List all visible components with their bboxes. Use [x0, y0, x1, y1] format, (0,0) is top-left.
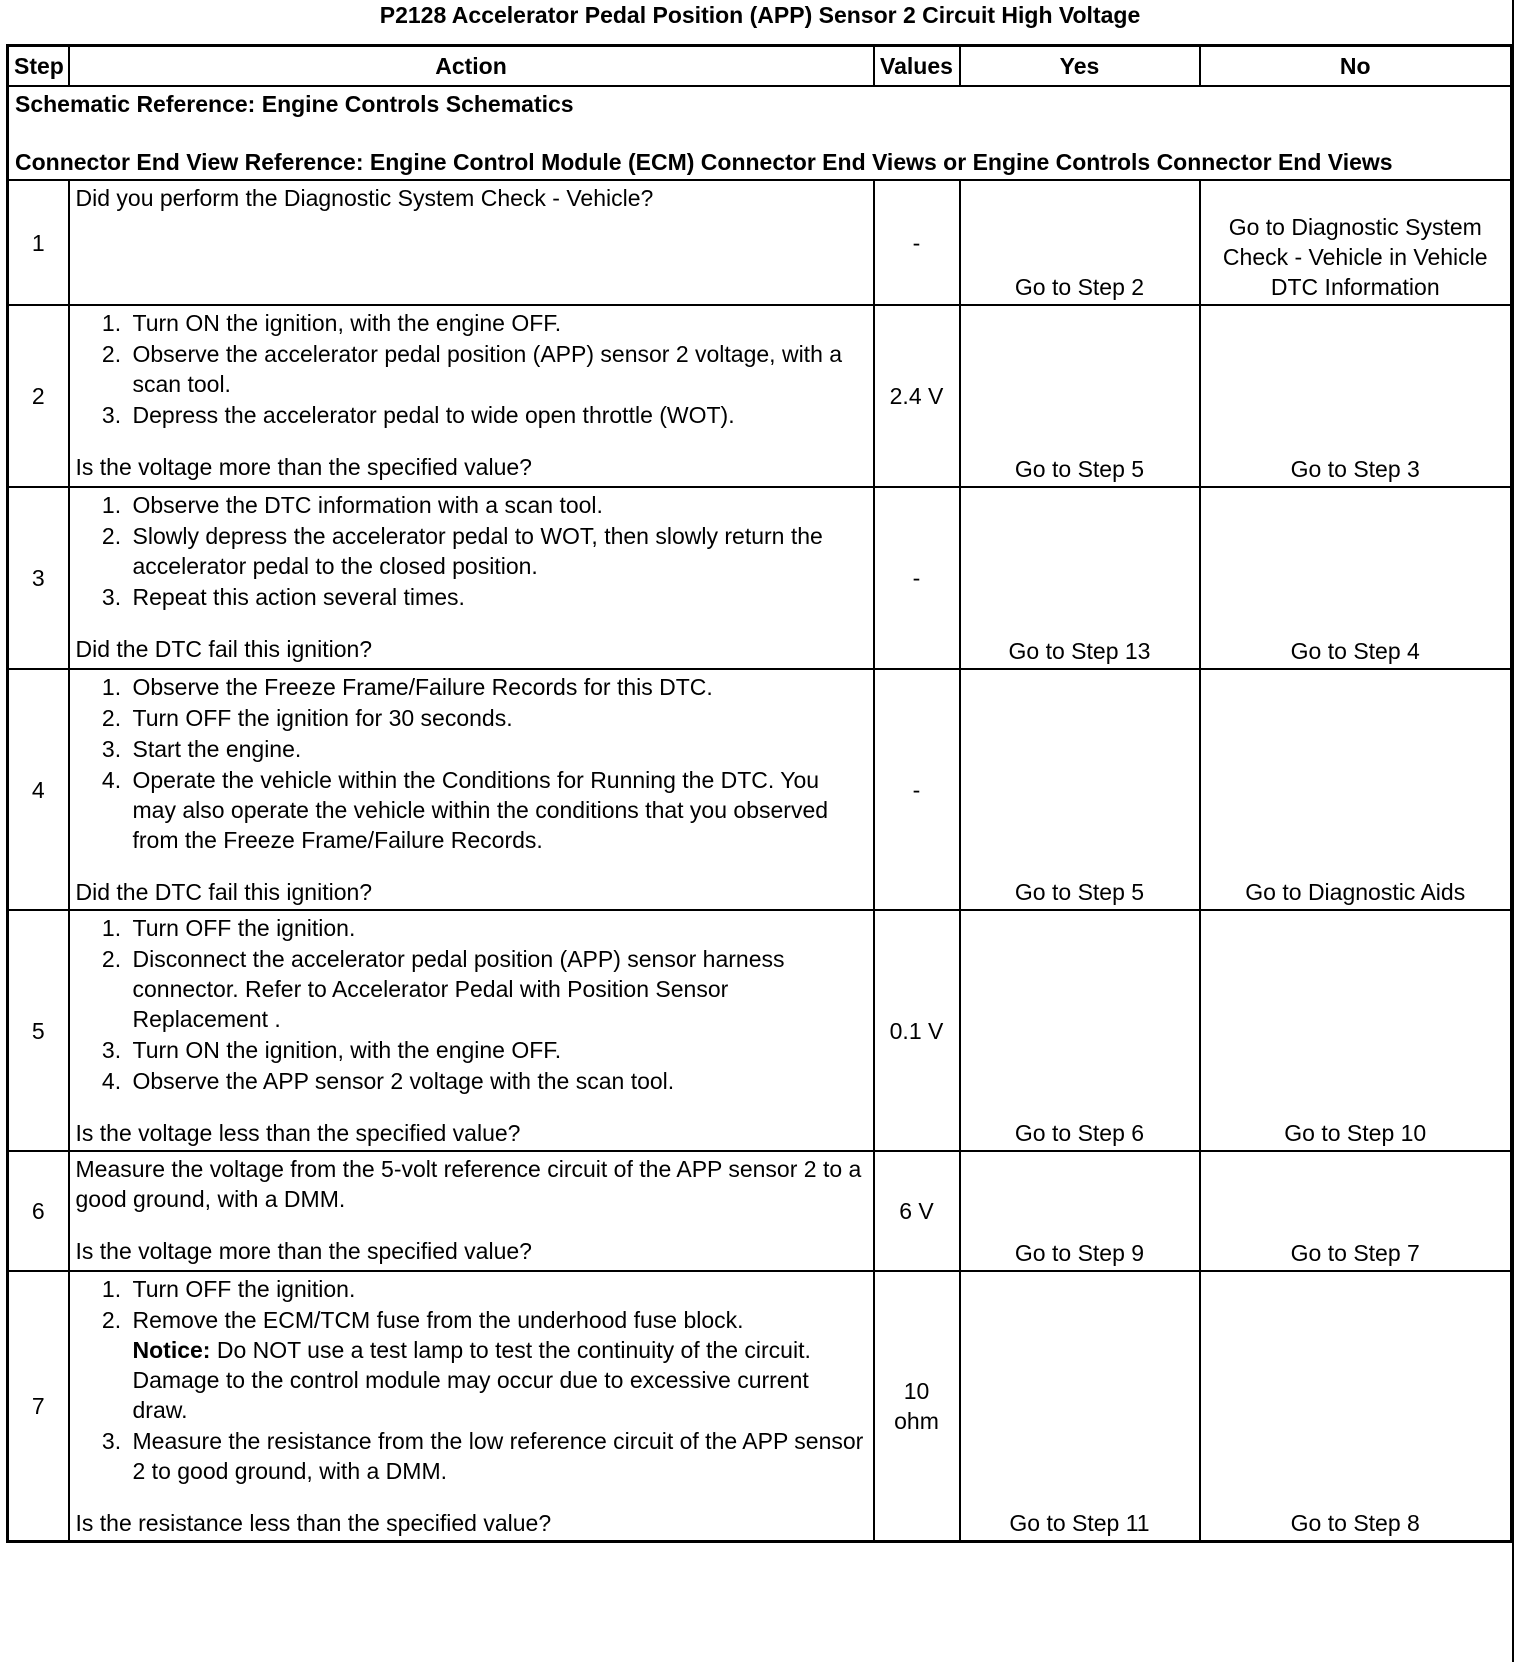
- yes-cell: Go to Step 6: [960, 910, 1200, 1151]
- list-item: 4. Observe the APP sensor 2 voltage with the scan tool.: [128, 1066, 867, 1096]
- action-cell: [69, 1151, 874, 1271]
- yes-cell: Go to Step 5: [960, 669, 1200, 910]
- yes-cell: Go to Step 9: [960, 1151, 1200, 1271]
- step-number: 2: [8, 305, 69, 487]
- reference-row: [8, 86, 1512, 180]
- table-row: [8, 669, 1512, 910]
- action-cell: [69, 669, 874, 910]
- no-cell: Go to Step 4: [1200, 487, 1512, 669]
- list-item: 2. Turn OFF the ignition for 30 seconds.: [128, 703, 867, 733]
- table-row: [8, 910, 1512, 1151]
- action-text: Did you perform the Diagnostic System Check - Vehicle?: [75, 185, 654, 211]
- action-list: [76, 308, 867, 430]
- action-question: Is the resistance less than the specified value?: [75, 1510, 552, 1536]
- list-item: 3. Depress the accelerator pedal to wide open throttle (WOT).: [128, 400, 867, 430]
- action-question: Did the DTC fail this ignition?: [75, 879, 373, 905]
- list-item: 1. Observe the DTC information with a scan tool.: [128, 490, 867, 520]
- action-question: Is the voltage less than the specified value?: [75, 1120, 521, 1146]
- header-no: No: [1200, 46, 1512, 87]
- value-cell: 2.4 V: [874, 305, 960, 487]
- reference-cell: [8, 86, 1512, 180]
- table-row: [8, 487, 1512, 669]
- list-item: 4. Operate the vehicle within the Conditions for Running the DTC. You may also operate the vehicle within the conditions that you observed from the Freeze Frame/Failure Records.: [128, 765, 867, 855]
- action-list: [76, 672, 867, 855]
- action-cell: [69, 1271, 874, 1542]
- value-unit: ohm: [894, 1408, 939, 1434]
- step-number: 3: [8, 487, 69, 669]
- yes-cell: Go to Step 5: [960, 305, 1200, 487]
- no-cell: Go to Step 10: [1200, 910, 1512, 1151]
- action-cell: [69, 305, 874, 487]
- table-row: [8, 180, 1512, 305]
- step-number: 4: [8, 669, 69, 910]
- no-cell: Go to Step 7: [1200, 1151, 1512, 1271]
- list-item: 3. Measure the resistance from the low reference circuit of the APP sensor 2 to good ground, with a DMM.: [128, 1426, 867, 1486]
- action-list: [76, 490, 867, 612]
- list-item: 2. Slowly depress the accelerator pedal to WOT, then slowly return the accelerator pedal to the closed position.: [128, 521, 867, 581]
- list-item-text: Remove the ECM/TCM fuse from the underhood fuse block.: [132, 1307, 744, 1333]
- no-cell: Go to Diagnostic System Check - Vehicle in Vehicle DTC Information: [1200, 180, 1512, 305]
- value-cell: [874, 1271, 960, 1542]
- action-cell: [69, 180, 874, 305]
- header-yes: Yes: [960, 46, 1200, 87]
- value-cell: 6 V: [874, 1151, 960, 1271]
- no-cell: Go to Step 3: [1200, 305, 1512, 487]
- yes-cell: Go to Step 2: [960, 180, 1200, 305]
- yes-cell: Go to Step 11: [960, 1271, 1200, 1542]
- value-cell: -: [874, 180, 960, 305]
- yes-cell: Go to Step 13: [960, 487, 1200, 669]
- action-cell: [69, 910, 874, 1151]
- list-item: 1. Observe the Freeze Frame/Failure Records for this DTC.: [128, 672, 867, 702]
- list-item: 3. Turn ON the ignition, with the engine OFF.: [128, 1035, 867, 1065]
- step-number: 5: [8, 910, 69, 1151]
- notice-text: Do NOT use a test lamp to test the continuity of the circuit. Damage to the control module may occur due to excessive current draw.: [132, 1337, 811, 1423]
- value-cell: -: [874, 487, 960, 669]
- action-list: [76, 1274, 867, 1486]
- table-row: [8, 1151, 1512, 1271]
- header-action: Action: [69, 46, 874, 87]
- value-cell: -: [874, 669, 960, 910]
- action-question: Did the DTC fail this ignition?: [75, 636, 373, 662]
- schematic-reference: Schematic Reference: Engine Controls Schematics: [15, 91, 574, 117]
- list-item: 3. Repeat this action several times.: [128, 582, 867, 612]
- header-values: Values: [874, 46, 960, 87]
- list-item: 3. Start the engine.: [128, 734, 867, 764]
- action-cell: [69, 487, 874, 669]
- connector-reference: Connector End View Reference: Engine Control Module (ECM) Connector End Views or Engine Controls Connector End Views: [15, 149, 1393, 175]
- table-header-row: [8, 46, 1512, 87]
- list-item: 2. Observe the accelerator pedal position (APP) sensor 2 voltage, with a scan tool.: [128, 339, 867, 399]
- list-item: 1. Turn ON the ignition, with the engine OFF.: [128, 308, 867, 338]
- step-number: 6: [8, 1151, 69, 1271]
- action-list: [76, 913, 867, 1096]
- table-row: [8, 1271, 1512, 1542]
- action-text: Measure the voltage from the 5-volt reference circuit of the APP sensor 2 to a good ground, with a DMM.: [75, 1156, 862, 1212]
- step-number: 7: [8, 1271, 69, 1542]
- value-cell: 0.1 V: [874, 910, 960, 1151]
- table-row: [8, 305, 1512, 487]
- list-item: [128, 1305, 867, 1425]
- no-cell: Go to Step 8: [1200, 1271, 1512, 1542]
- document-title: P2128 Accelerator Pedal Position (APP) Sensor 2 Circuit High Voltage: [379, 2, 1141, 28]
- notice-label: Notice:: [132, 1337, 211, 1363]
- list-item: 1. Turn OFF the ignition.: [128, 913, 867, 943]
- action-question: Is the voltage more than the specified value?: [75, 1238, 532, 1264]
- no-cell: Go to Diagnostic Aids: [1200, 669, 1512, 910]
- value-number: 10: [903, 1378, 930, 1404]
- diagnostic-table: [6, 44, 1513, 1543]
- step-number: 1: [8, 180, 69, 305]
- header-step: Step: [8, 46, 69, 87]
- list-item: 2. Disconnect the accelerator pedal position (APP) sensor harness connector. Refer to Accelerator Pedal with Position Sensor Replacement .: [128, 944, 867, 1034]
- list-item: 1. Turn OFF the ignition.: [128, 1274, 867, 1304]
- action-question: Is the voltage more than the specified value?: [75, 454, 532, 480]
